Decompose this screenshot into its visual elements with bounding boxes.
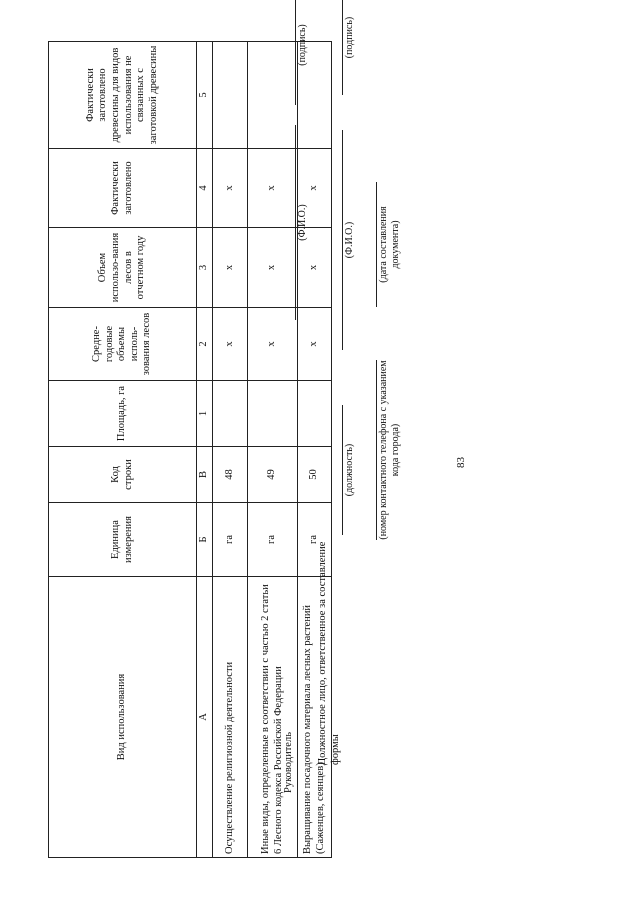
harvested-other-cell xyxy=(213,42,248,149)
date-caption: (дата составления документа) xyxy=(378,206,401,283)
header-area: Площадь, га xyxy=(49,381,197,447)
volume-cell: х xyxy=(213,228,248,308)
volume-cell: х xyxy=(248,228,298,308)
page-number: 83 xyxy=(455,457,467,468)
date-line xyxy=(376,182,377,307)
header-row xyxy=(49,42,197,858)
annual-cell: х xyxy=(213,308,248,381)
annual-cell: х xyxy=(248,308,298,381)
unit-cell: га xyxy=(248,503,298,577)
head-signature-caption: (подпись) xyxy=(297,24,308,66)
index-cell: В xyxy=(197,447,213,503)
annual-cell: х xyxy=(298,308,332,381)
phone-line xyxy=(376,360,377,540)
table-row xyxy=(213,42,248,858)
header-harvested-other: Фактически заготовлено древесины для видов использования не связанных с заготовкой древесины xyxy=(49,42,197,149)
index-row xyxy=(197,42,213,858)
harvested-cell: х xyxy=(248,149,298,228)
header-harvested: Фактически заготовлено xyxy=(49,149,197,228)
official-label: Должностное лицо, ответственное за составление формы xyxy=(317,541,342,765)
official-position-line xyxy=(342,405,343,535)
head-fio-caption: (Ф.И.О.) xyxy=(297,204,308,241)
unit-cell: га xyxy=(213,503,248,577)
index-cell: 5 xyxy=(197,42,213,149)
harvested-other-cell xyxy=(248,42,298,149)
index-cell: 2 xyxy=(197,308,213,381)
head-signature-line xyxy=(295,0,296,105)
usage-name: Осуществление религиозной деятельности xyxy=(213,577,248,858)
code-cell: 49 xyxy=(248,447,298,503)
index-cell: 4 xyxy=(197,149,213,228)
area-cell xyxy=(248,381,298,447)
official-fio-caption: (Ф.И.О.) xyxy=(344,221,355,259)
head-fio-line xyxy=(295,125,296,320)
phone-caption: (номер контактного телефона с указанием кода города) xyxy=(378,360,401,540)
area-cell xyxy=(298,381,332,447)
unit-cell: га xyxy=(298,503,332,577)
official-signature-caption: (подпись) xyxy=(344,16,355,59)
usage-name: Иные виды, определенные в соответствии с частью 2 статьи 6 Лесного кодекса Российской Федерации xyxy=(248,577,298,858)
official-position-caption: (должность) xyxy=(344,443,355,497)
header-usage-type: Вид использования xyxy=(49,577,197,858)
area-cell xyxy=(213,381,248,447)
head-label: Руководитель xyxy=(283,732,294,793)
header-report-volume: Объем использо-вания лесов в отчетном году xyxy=(49,228,197,308)
harvested-cell: х xyxy=(298,149,332,228)
code-cell: 48 xyxy=(213,447,248,503)
code-cell: 50 xyxy=(298,447,332,503)
header-annual-volume: Средне-годовые объемы исполь-зования лесов xyxy=(49,308,197,381)
harvested-cell: х xyxy=(213,149,248,228)
usage-name: Выращивание посадочного материала лесных растений (Саженцев, сеянцев) xyxy=(298,577,332,858)
header-line-code: Код строки xyxy=(49,447,197,503)
header-unit: Единица измерения xyxy=(49,503,197,577)
volume-cell: х xyxy=(298,228,332,308)
index-cell: А xyxy=(197,577,213,858)
official-signature-line xyxy=(342,0,343,95)
index-cell: Б xyxy=(197,503,213,577)
index-cell: 1 xyxy=(197,381,213,447)
official-fio-line xyxy=(342,130,343,350)
index-cell: 3 xyxy=(197,228,213,308)
